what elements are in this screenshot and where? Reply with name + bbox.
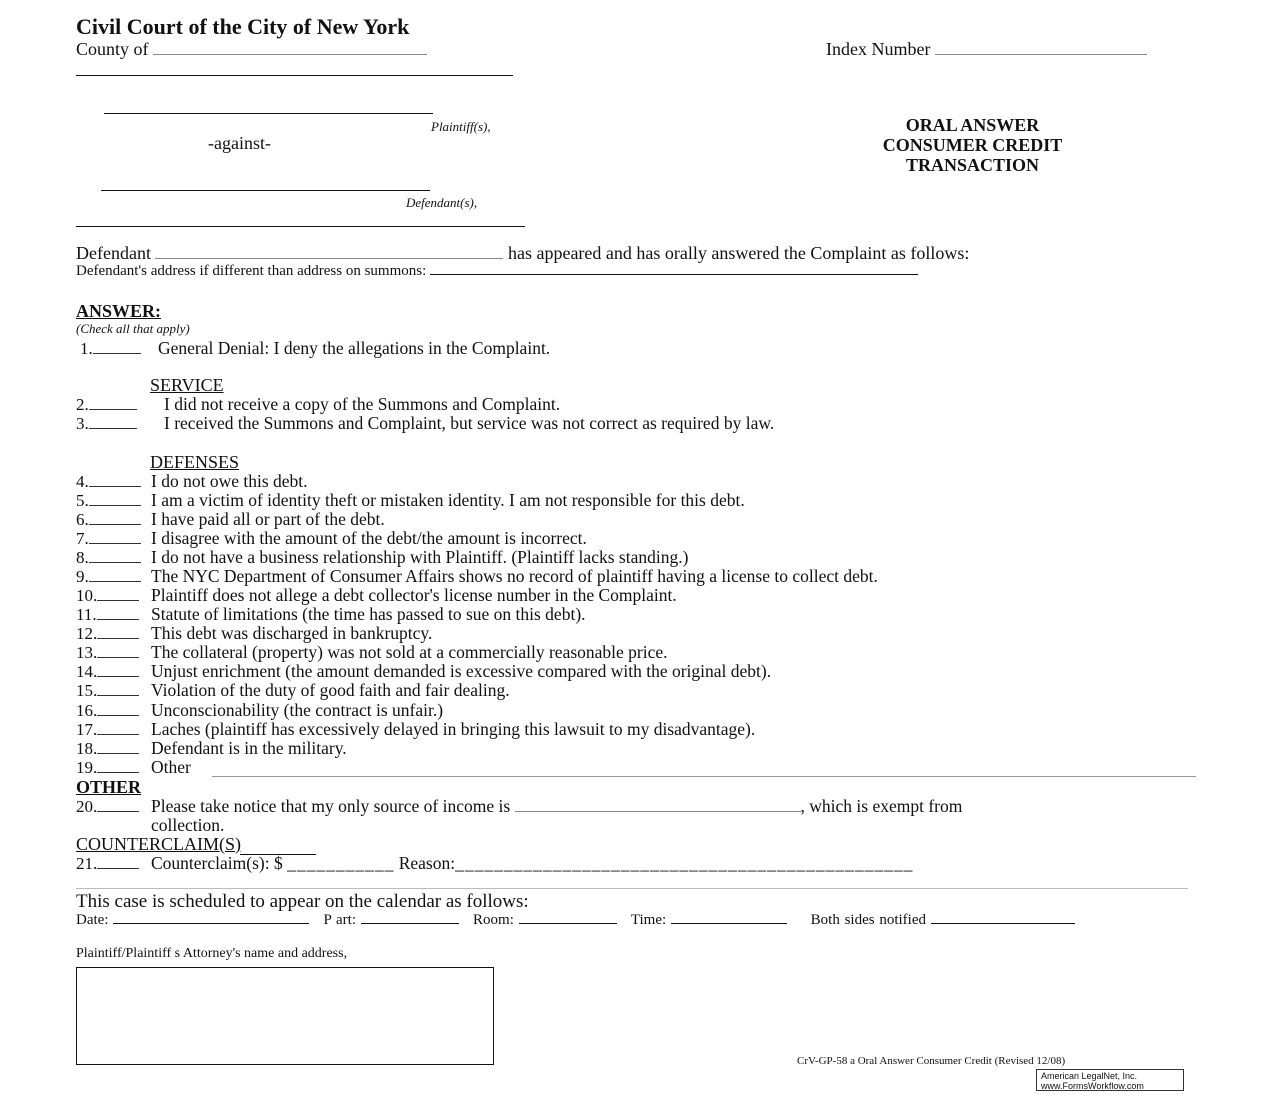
vendor-stamp: American LegalNet, Inc. www.FormsWorkflow.com <box>1036 1069 1184 1091</box>
item-6: I have paid all or part of the debt. <box>151 509 385 529</box>
checkbox-line-8[interactable]: 8. <box>76 548 141 568</box>
plaintiff-line[interactable] <box>104 113 433 114</box>
checkbox-line-2[interactable]: 2. <box>76 395 137 415</box>
item-20-continued: collection. <box>151 815 225 835</box>
item-1: General Denial: I deny the allegations in the Complaint. <box>158 338 551 358</box>
defendant-address-line: Defendant's address if different than address on summons: <box>76 263 918 280</box>
court-name: Civil Court of the City of New York <box>76 14 410 39</box>
item-20: Please take notice that my only source of income is , which is exempt from <box>151 796 963 816</box>
index-number-label: Index Number <box>826 39 1147 60</box>
checkbox-line-9[interactable]: 9. <box>76 567 141 587</box>
item-14: Unjust enrichment (the amount demanded is excessive compared with the original debt). <box>151 661 772 681</box>
defendant-address-field[interactable] <box>430 274 918 275</box>
checkbox-line-13[interactable]: 13. <box>76 643 139 663</box>
checkbox-line-18[interactable]: 18. <box>76 739 139 759</box>
counterclaim-heading: COUNTERCLAIM(S) <box>76 834 241 854</box>
defendant-name-field[interactable] <box>155 258 503 259</box>
item-16: Unconscionability (the contract is unfair.) <box>151 700 444 720</box>
checkbox-line-4[interactable]: 4. <box>76 472 141 492</box>
checkbox-line-7[interactable]: 7. <box>76 529 141 549</box>
item-8: I do not have a business relationship with Plaintiff. (Plaintiff lacks standing.) <box>151 547 689 567</box>
item-18: Defendant is in the military. <box>151 738 347 758</box>
checkbox-line-16[interactable]: 16. <box>76 701 139 721</box>
item-7: I disagree with the amount of the debt/the amount is incorrect. <box>151 528 587 548</box>
item-3: I received the Summons and Complaint, but service was not correct as required by law. <box>164 413 775 433</box>
defendant-label: Defendant(s), <box>406 195 478 210</box>
part-field[interactable] <box>361 923 459 924</box>
checkbox-line-1[interactable]: 1. <box>80 339 141 359</box>
item-21: Counterclaim(s): $ ___________ Reason:_______________________________________________ <box>151 853 914 873</box>
date-field[interactable] <box>113 923 309 924</box>
item-2: I did not receive a copy of the Summons and Complaint. <box>164 394 561 414</box>
checkbox-line-19[interactable]: 19. <box>76 758 139 778</box>
attorney-address-box[interactable] <box>76 967 494 1065</box>
item-19: Other <box>151 757 191 777</box>
checkbox-line-10[interactable]: 10. <box>76 586 139 606</box>
counterclaim-amount-field[interactable]: ___________ <box>287 853 395 873</box>
county-label: County of <box>76 39 427 60</box>
item-11: Statute of limitations (the time has passed to sue on this debt). <box>151 604 586 624</box>
other-field[interactable] <box>212 776 1196 777</box>
form-title: ORAL ANSWER CONSUMER CREDIT TRANSACTION <box>882 115 1063 175</box>
item-4: I do not owe this debt. <box>151 471 308 491</box>
checkbox-line-6[interactable]: 6. <box>76 510 141 530</box>
other-heading: OTHER <box>76 777 142 797</box>
item-10: Plaintiff does not allege a debt collector's license number in the Complaint. <box>151 585 677 605</box>
form-id: CrV-GP-58 a Oral Answer Consumer Credit (Revised 12/08) <box>797 1055 1066 1067</box>
item-12: This debt was discharged in bankruptcy. <box>151 623 433 643</box>
checkbox-line-20[interactable]: 20. <box>76 797 139 817</box>
defendant-line[interactable] <box>101 190 430 191</box>
attorney-label: Plaintiff/Plaintiff s Attorney's name and address, <box>76 946 348 961</box>
notified-field[interactable] <box>931 923 1075 924</box>
item-13: The collateral (property) was not sold at a commercially reasonable price. <box>151 642 668 662</box>
against-label: -against- <box>208 133 271 153</box>
caption-divider-top <box>76 75 513 76</box>
item-17: Laches (plaintiff has excessively delayed in bringing this lawsuit to my disadvantage). <box>151 719 756 739</box>
item-5: I am a victim of identity theft or mistaken identity. I am not responsible for this debt. <box>151 490 745 510</box>
defenses-heading: DEFENSES <box>150 452 240 472</box>
room-field[interactable] <box>519 923 617 924</box>
time-field[interactable] <box>671 923 787 924</box>
checkbox-line-5[interactable]: 5. <box>76 491 141 511</box>
calendar-divider <box>76 888 1188 889</box>
calendar-intro: This case is scheduled to appear on the calendar as follows: <box>76 891 529 912</box>
calendar-fields: Date: P art: Room: Time: Both sides notified <box>76 912 1075 929</box>
checkbox-line-21[interactable]: 21. <box>76 854 139 874</box>
service-heading: SERVICE <box>150 375 224 395</box>
checkbox-line-17[interactable]: 17. <box>76 720 139 740</box>
checkbox-line-15[interactable]: 15. <box>76 681 139 701</box>
item-15: Violation of the duty of good faith and fair dealing. <box>151 680 510 700</box>
income-source-field[interactable] <box>515 811 801 812</box>
counterclaim-reason-field[interactable]: _______________________________________________ <box>455 853 914 873</box>
plaintiff-label: Plaintiff(s), <box>431 119 491 134</box>
checkbox-line-3[interactable]: 3. <box>76 414 137 434</box>
checkbox-line-14[interactable]: 14. <box>76 662 139 682</box>
defendant-appeared-line: Defendant has appeared and has orally answered the Complaint as follows: <box>76 243 970 263</box>
item-9: The NYC Department of Consumer Affairs shows no record of plaintiff having a license to collect debt. <box>151 566 878 586</box>
check-note: (Check all that apply) <box>76 321 190 336</box>
checkbox-line-11[interactable]: 11. <box>76 605 139 625</box>
checkbox-line-12[interactable]: 12. <box>76 624 139 644</box>
caption-divider-bottom <box>76 226 525 227</box>
answer-heading: ANSWER: <box>76 301 162 321</box>
